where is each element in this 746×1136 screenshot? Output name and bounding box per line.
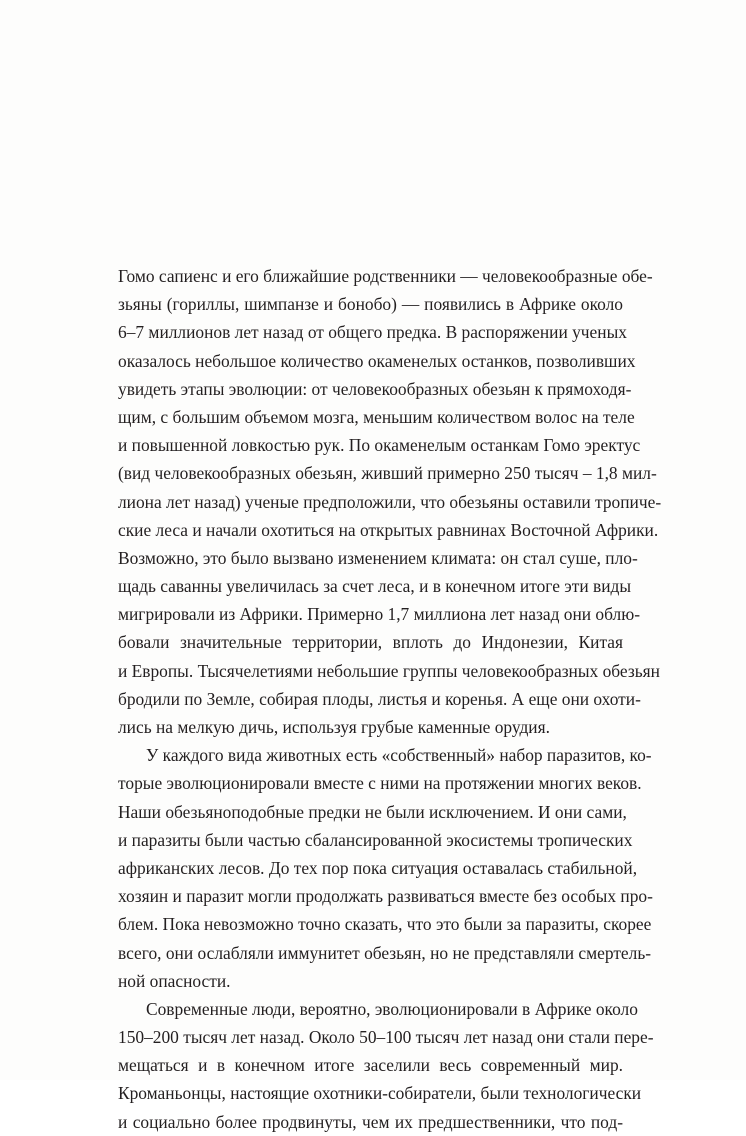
text-line: 150–200 тысяч лет назад. Около 50–100 тысяч лет назад они стали пере- [118, 1027, 654, 1048]
text-line: мещаться и в конечном итоге заселили весь современный мир. [118, 1055, 623, 1076]
text-line: и повышенной ловкостью рук. По окаменелым останкам Гомо эректус [118, 435, 641, 456]
text-line: оказалось небольшое количество окаменелых останков, позволивших [118, 350, 636, 371]
text-line: Современные люди, вероятно, эволюционировали в Африке около [146, 998, 638, 1019]
text-line: лись на мелкую дичь, используя грубые каменные орудия. [118, 717, 550, 737]
text-line: ной опасности. [118, 970, 231, 991]
text-line: бовали значительные территории, вплоть до Индонезии, Китая [118, 632, 623, 653]
text-line: У каждого вида животных есть «собственный» набор паразитов, ко- [146, 745, 652, 766]
text-line: мигрировали из Африки. Примерно 1,7 миллиона лет назад они облю- [118, 604, 641, 625]
text-line: лиона лет назад) ученые предположили, что обезьяны оставили тропиче- [118, 491, 662, 512]
paragraph [118, 995, 654, 1136]
text-line: хозяин и паразит могли продолжать развиваться вместе без особых про- [118, 886, 653, 907]
text-line: бродили по Земле, собирая плоды, листья и коренья. А еще они охоти- [118, 688, 641, 709]
text-line: и Европы. Тысячелетиями небольшие группы человекообразных обезьян [118, 660, 660, 681]
text-line: Наши обезьяноподобные предки не были исключением. И они сами, [118, 801, 627, 822]
text-line: увидеть этапы эволюции: от человекообразных обезьян к прямоходя- [118, 378, 632, 399]
text-line: зьяны (гориллы, шимпанзе и бонобо) — появились в Африке около [118, 294, 623, 315]
paragraph [118, 741, 653, 995]
text-line: всего, они ослабляли иммунитет обезьян, но не представляли смертель- [118, 942, 652, 963]
body-text [118, 262, 662, 1136]
text-line: щим, с большим объемом мозга, меньшим количеством волос на теле [118, 406, 635, 427]
text-line: и паразиты были частью сбалансированной экосистемы тропических [118, 829, 633, 850]
text-line: Кроманьонцы, настоящие охотники-собиратели, были технологически [118, 1083, 642, 1104]
text-line: (вид человекообразных обезьян, живший примерно 250 тысяч – 1,8 мил- [118, 463, 657, 484]
text-line: ские леса и начали охотиться на открытых равнинах Восточной Африки. [118, 519, 659, 540]
text-line: 6–7 миллионов лет назад от общего предка. В распоряжении ученых [118, 322, 627, 343]
text-line: Гомо сапиенс и его ближайшие родственники — человекообразные обе- [118, 266, 653, 286]
text-line: щадь саванны увеличилась за счет леса, и в конечном итоге эти виды [118, 576, 632, 597]
text-line: Возможно, это было вызвано изменением климата: он стал суше, пло- [118, 547, 638, 568]
paragraph [118, 262, 662, 741]
text-line: торые эволюционировали вместе с ними на протяжении многих веков. [118, 773, 642, 794]
text-line: блем. Пока невозможно точно сказать, что это были за паразиты, скорее [118, 914, 652, 935]
text-line: африканских лесов. До тех пор пока ситуация оставалась стабильной, [118, 857, 638, 878]
text-line: и социально более продвинуты, чем их предшественники, что под- [118, 1111, 623, 1132]
